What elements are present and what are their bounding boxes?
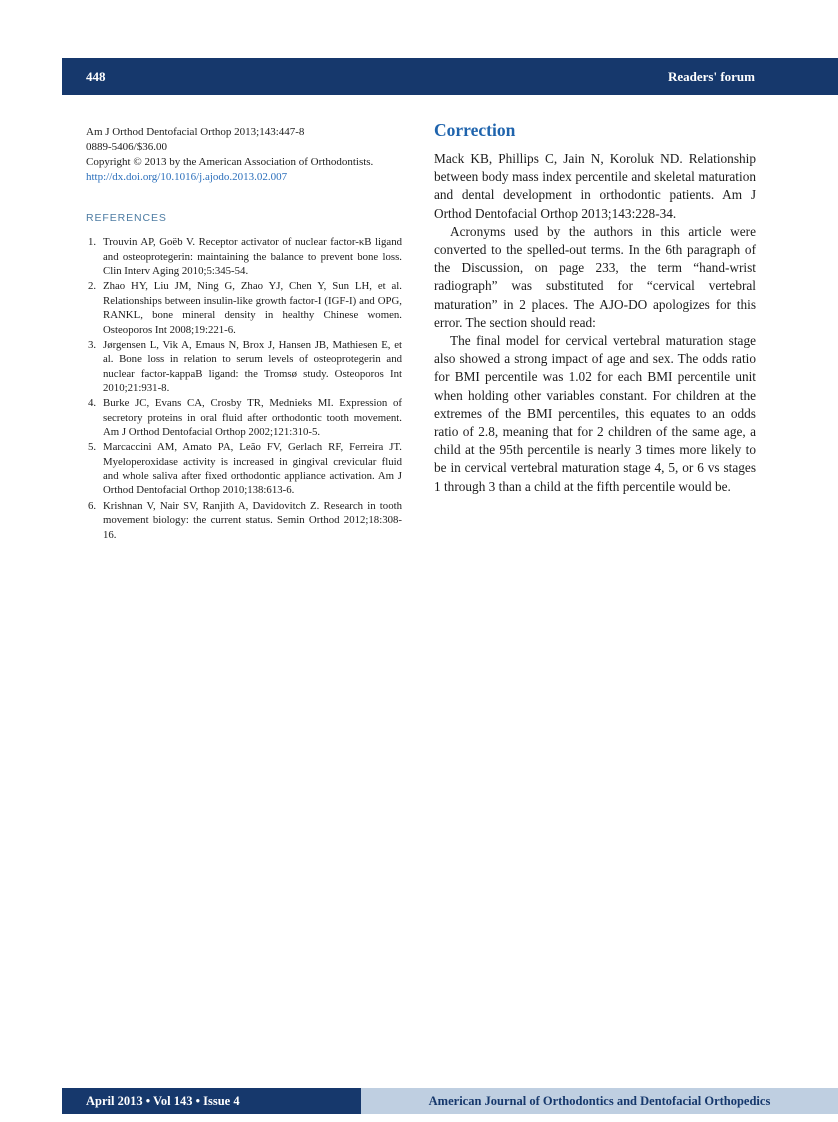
issue-info: April 2013 • Vol 143 • Issue 4	[86, 1093, 240, 1108]
article-citation-block	[86, 125, 402, 184]
copyright-line: Copyright © 2013 by the American Association of Orthodontists.	[86, 155, 374, 168]
footer-bar	[62, 1088, 838, 1114]
correction-paragraph: Mack KB, Phillips C, Jain N, Koroluk ND. Relationship between body mass index percentile and skeletal maturation and dental development in orthodontic patients. Am J Orthod Dentofacial Orthop 2013;143:228-34.	[434, 151, 756, 221]
journal-citation: Am J Orthod Dentofacial Orthop 2013;143:447-8	[86, 126, 305, 138]
doi-link[interactable]: http://dx.doi.org/10.1016/j.ajodo.2013.02.007	[86, 170, 288, 183]
correction-paragraph: The final model for cervical vertebral maturation stage also showed a strong impact of age and sex. The odds ratio for BMI percentile was 1.02 for each BMI percentile unit when holding other variables constant. For children at the extremes of the BMI percentiles, this equates to an odds ratio of 2.8, meaning that for 2 children of the same age, a child at the 95th percentile is nearly 3 times more likely to be in cervical vertebral maturation stage 4, 5, or 6 vs stages 1 through 3 than a child at the fifth percentile would be.	[434, 333, 756, 494]
footer-journal-block	[361, 1088, 838, 1114]
references-list	[86, 235, 402, 542]
reference-item: Trouvin AP, Goëb V. Receptor activator of nuclear factor-κB ligand and osteoprotegerin: maintaining the balance to prevent bone loss. Clin Interv Aging 2010;5:345-54.	[103, 236, 402, 278]
references-heading: REFERENCES	[86, 212, 167, 225]
reference-item: Jørgensen L, Vik A, Emaus N, Brox J, Hansen JB, Mathiesen E, et al. Bone loss in relation to serum levels of osteoprotegerin and nuclear factor-kappaB ligand: the Tromsø study. Osteoporos Int 2010;21:931-8.	[103, 338, 402, 394]
footer-issue-block	[62, 1088, 361, 1114]
issn-price: 0889-5406/$36.00	[86, 140, 167, 153]
page-number: 448	[86, 68, 106, 84]
running-head-bar	[62, 58, 838, 95]
reference-item: Burke JC, Evans CA, Crosby TR, Mednieks MI. Expression of secretory proteins in oral fluid after orthodontic tooth movement. Am J Orthod Dentofacial Orthop 2002;121:310-5.	[103, 397, 402, 439]
reference-item: Zhao HY, Liu JM, Ning G, Zhao YJ, Chen Y, Sun LH, et al. Relationships between insulin-like growth factor-I (IGF-I) and OPG, RANKL, bone mineral density in healthy Chinese women. Osteoporos Int 2008;19:221-6.	[103, 280, 402, 336]
correction-body	[434, 150, 756, 496]
left-column	[86, 125, 402, 543]
journal-name: American Journal of Orthodontics and Dentofacial Orthopedics	[428, 1093, 771, 1108]
reference-item: Marcaccini AM, Amato PA, Leão FV, Gerlach RF, Ferreira JT. Myeloperoxidase activity is increased in gingival crevicular fluid and whole saliva after fixed orthodontic appliance activation. Am J Orthod Dentofacial Orthop 2010;138:613-6.	[103, 441, 402, 497]
correction-heading: Correction	[434, 120, 516, 140]
section-title: Readers' forum	[667, 68, 755, 84]
correction-paragraph: Acronyms used by the authors in this article were converted to the spelled-out terms. In the 6th paragraph of the Discussion, on page 233, the term “hand-wrist radiograph” was substituted for “cervical vertebral maturation” in 2 places. The AJO-DO apologizes for this error. The section should read:	[434, 223, 756, 330]
right-column	[434, 120, 756, 496]
reference-item: Krishnan V, Nair SV, Ranjith A, Davidovitch Z. Research in tooth movement biology: the current status. Semin Orthod 2012;18:308-16.	[103, 499, 402, 541]
